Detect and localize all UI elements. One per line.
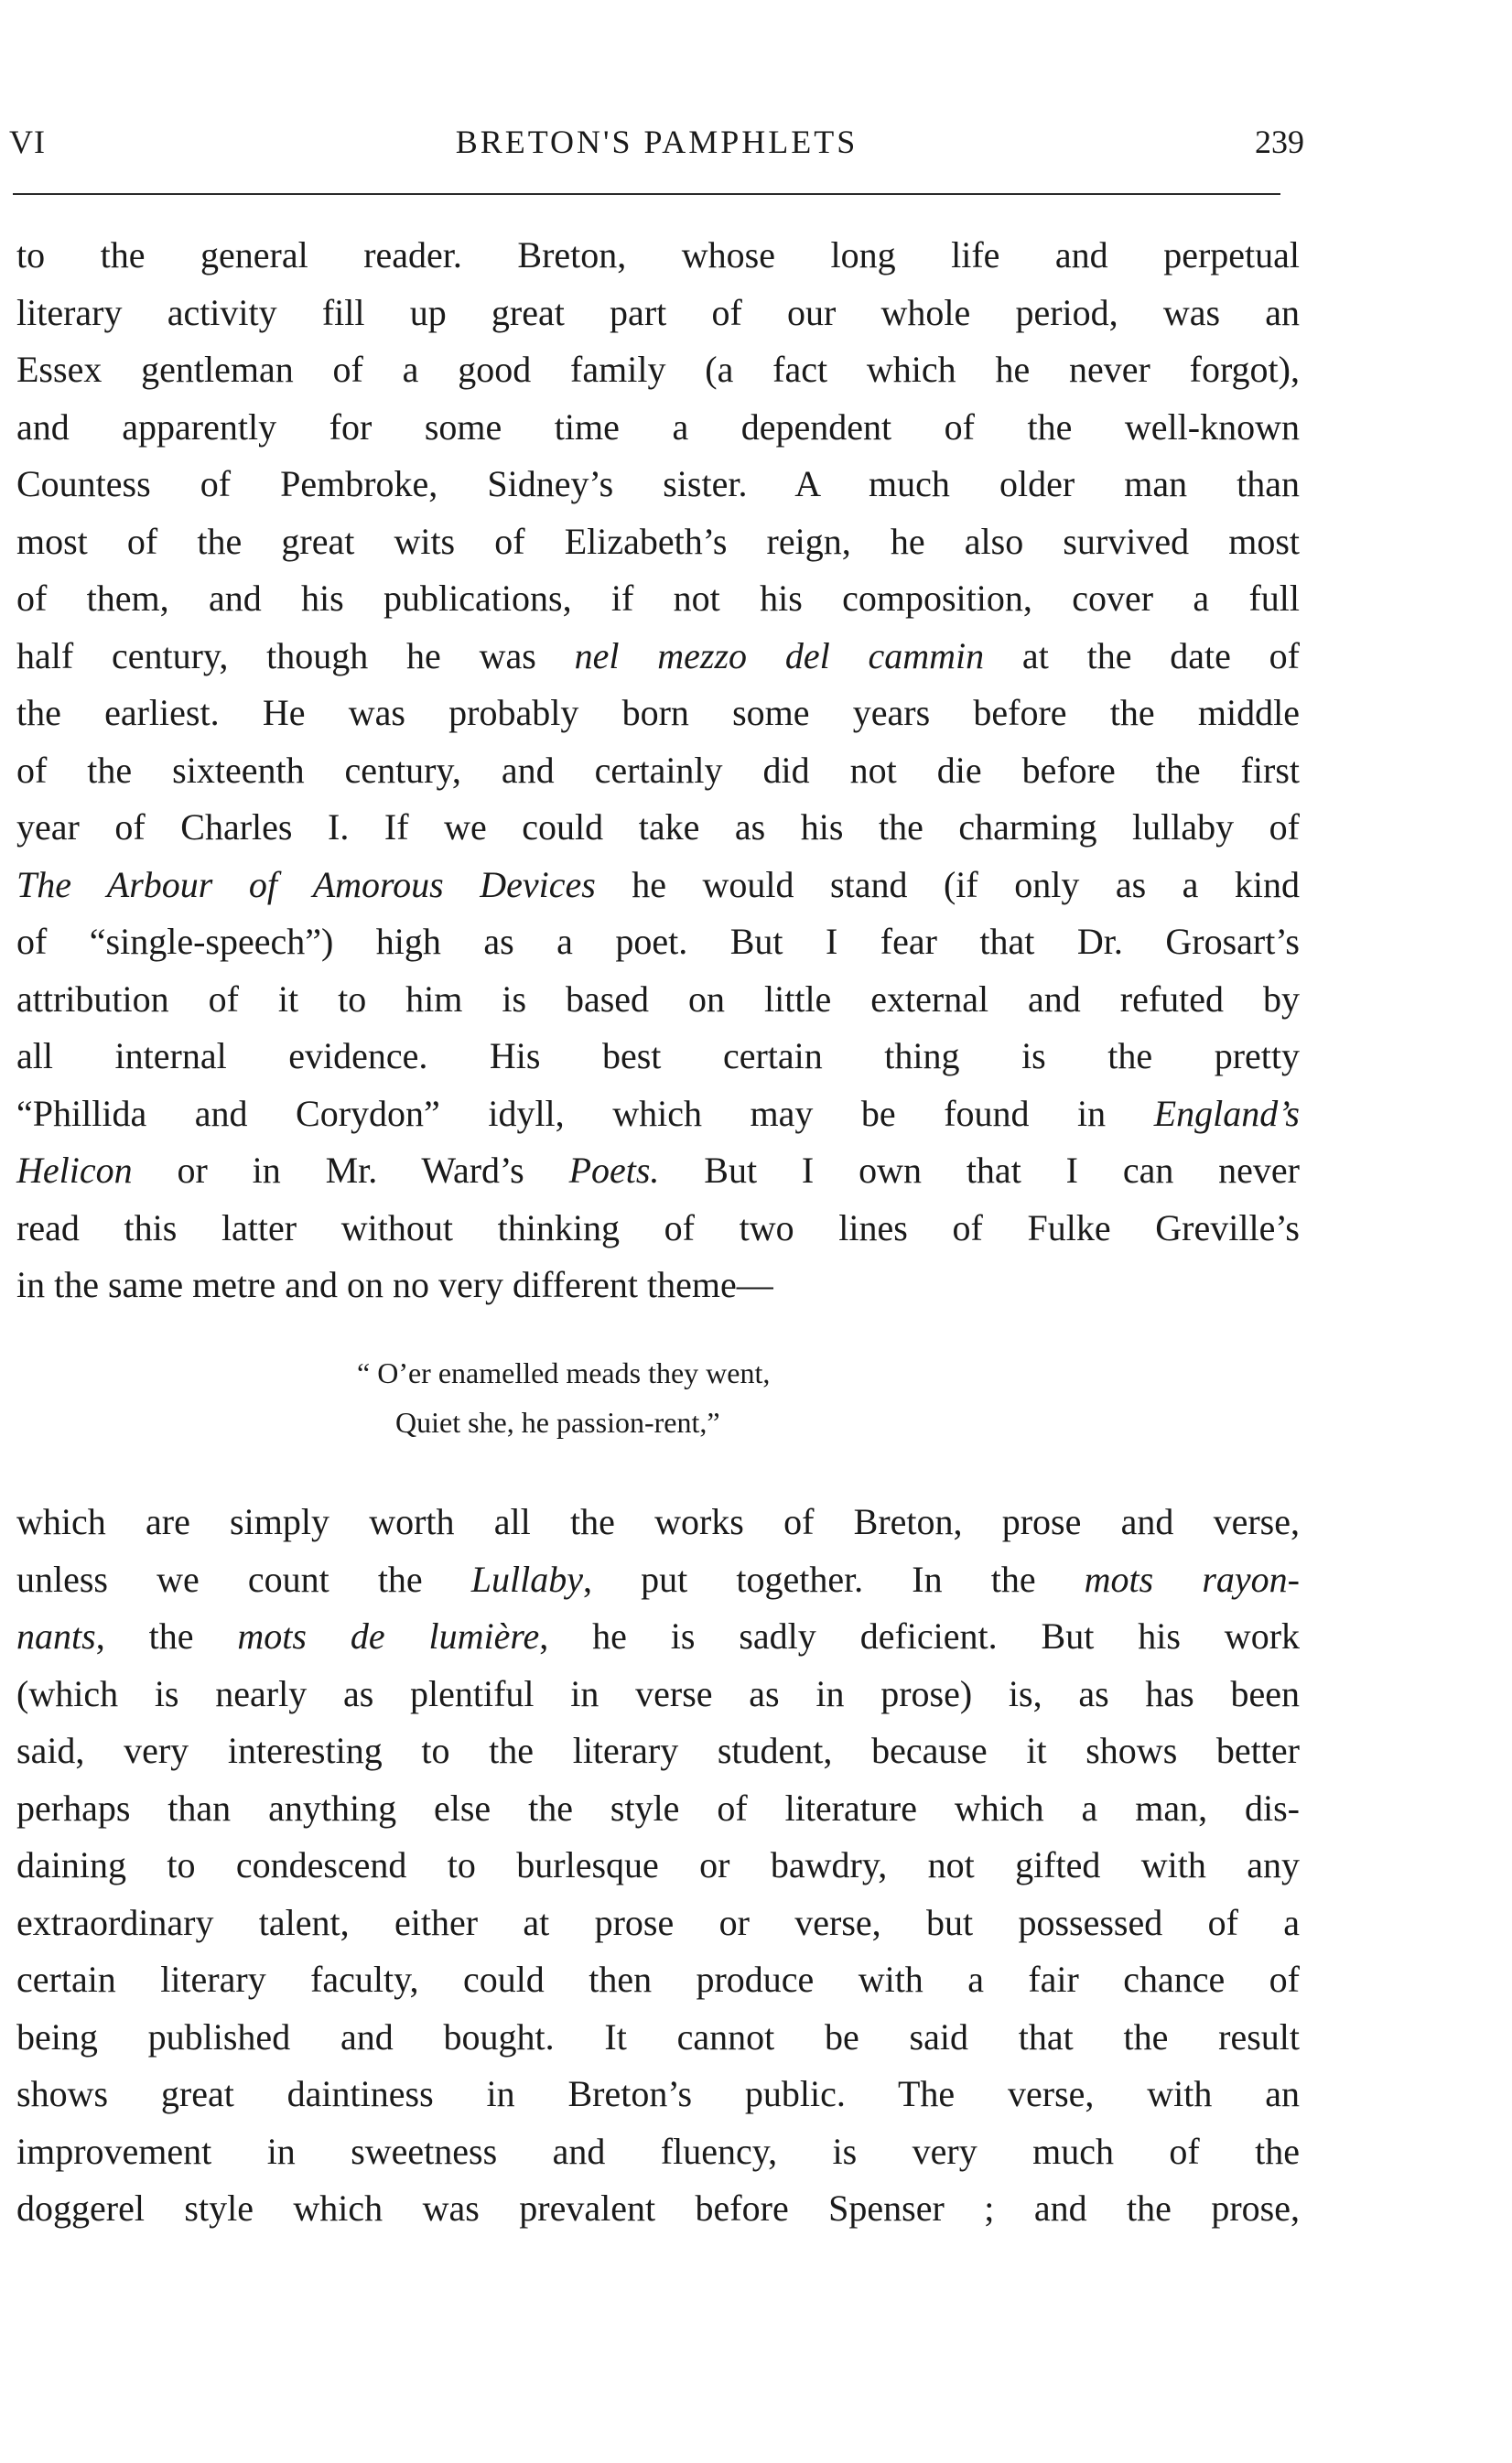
text-line (16, 1780, 1300, 1838)
text-line (16, 341, 1300, 399)
verse-quotation (357, 1348, 770, 1447)
text-line (16, 1551, 1300, 1609)
text-run: or in Mr. Ward’s (132, 1150, 569, 1191)
text-line (16, 227, 1300, 285)
text-run: of the sixteenth century, and certainly did not die before the first (16, 749, 1300, 791)
text-run: of “single-speech”) high as a poet. But I fear that Dr. Grosart’s (16, 921, 1300, 962)
text-run: year of Charles I. If we could take as his the charming lullaby of (16, 806, 1300, 848)
paragraph-1 (16, 227, 1300, 1314)
text-run: (which is nearly as plentiful in verse as in prose) is, as has been (16, 1672, 1300, 1714)
text-line (16, 285, 1300, 342)
text-line (16, 2009, 1300, 2067)
text-run: Essex gentleman of a good family (a fact which he never forgot), (16, 349, 1300, 390)
text-line (16, 2123, 1300, 2181)
italic-text: mots de lumière (237, 1615, 540, 1657)
italic-text: Lullaby (470, 1558, 584, 1600)
text-run: , the (95, 1615, 238, 1657)
paragraph-2 (16, 1494, 1300, 2238)
text-line (16, 1951, 1300, 2009)
text-run: to the general reader. Breton, whose long life and perpetual (16, 234, 1300, 275)
text-run: daining to condescend to burlesque or bawdry, not gifted with any (16, 1844, 1300, 1885)
text-run: certain literary faculty, could then produce with a fair chance of (16, 1959, 1300, 2000)
text-line (16, 685, 1300, 742)
running-title: BRETON'S PAMPHLETS (455, 124, 859, 160)
italic-text: England’s (1153, 1092, 1300, 1134)
text-run: said, very interesting to the literary student, because it shows better (16, 1730, 1300, 1771)
italic-text: mots rayon- (1084, 1558, 1300, 1600)
text-run: shows great daintiness in Breton’s public. The verse, with an (16, 2073, 1300, 2114)
text-run: , he is sadly deficient. But his work (539, 1615, 1301, 1657)
text-run: doggerel style which was prevalent before Spenser ; and the prose, (16, 2188, 1300, 2229)
italic-text: nel mezzo del cammin (574, 634, 985, 676)
italic-text: Helicon (16, 1150, 133, 1191)
italic-text: The Arbour of Amorous Devices (16, 863, 596, 905)
text-run: the earliest. He was probably born some years before the middle (16, 692, 1300, 733)
verse-line-1: “ O’er enamelled meads they went, (357, 1356, 771, 1389)
text-run: But I own that I can never (659, 1150, 1300, 1191)
text-run: unless we count the (16, 1558, 471, 1600)
text-line (16, 857, 1300, 914)
italic-text: nants (16, 1615, 96, 1657)
text-line (16, 1200, 1300, 1258)
text-line (16, 2066, 1300, 2123)
text-line (16, 2180, 1300, 2238)
text-run: literary activity fill up great part of our whole period, was an (16, 291, 1300, 333)
text-run: Countess of Pembroke, Sidney’s sister. A much older man than (16, 463, 1300, 504)
text-line (16, 1086, 1300, 1143)
text-line (16, 1608, 1300, 1666)
text-line (16, 742, 1300, 800)
text-line (16, 399, 1300, 457)
text-run: all internal evidence. His best certain thing is the pretty (16, 1035, 1300, 1076)
page-number: 239 (1255, 124, 1304, 160)
text-line (16, 513, 1300, 571)
text-line (16, 799, 1300, 857)
text-run: most of the great wits of Elizabeth’s reign, he also survived most (16, 520, 1300, 562)
text-run: extraordinary talent, either at prose or verse, but possessed of a (16, 1901, 1300, 1943)
header-rule (13, 193, 1280, 195)
text-line (16, 1257, 1300, 1314)
text-line (16, 1723, 1300, 1780)
text-line (16, 1666, 1300, 1723)
text-line (16, 1494, 1300, 1551)
text-run: of them, and his publications, if not his composition, cover a full (16, 578, 1300, 619)
text-run: attribution of it to him is based on little external and refuted by (16, 978, 1300, 1020)
text-run: perhaps than anything else the style of literature which a man, dis- (16, 1787, 1300, 1829)
running-head (9, 117, 1304, 163)
text-line (16, 1142, 1300, 1200)
text-line (16, 1895, 1300, 1952)
verse-line-2: Quiet she, he passion-rent,” (395, 1406, 720, 1439)
text-line (16, 1028, 1300, 1086)
italic-text: Poets. (568, 1150, 660, 1191)
text-run: half century, though he was (16, 634, 575, 676)
text-run: in the same metre and on no very different theme— (16, 1264, 773, 1305)
text-run: and apparently for some time a dependent of the well-known (16, 405, 1300, 448)
text-run: improvement in sweetness and fluency, is very much of the (16, 2130, 1300, 2172)
text-run: read this latter without thinking of two lines of Fulke Greville’s (16, 1206, 1300, 1248)
text-run: “Phillida and Corydon” idyll, which may be found in (16, 1092, 1154, 1134)
text-line (16, 1837, 1300, 1895)
text-line (16, 628, 1300, 686)
text-run: he would stand (if only as a kind (595, 863, 1300, 905)
text-run: which are simply worth all the works of Breton, prose and verse, (16, 1501, 1300, 1542)
text-run: being published and bought. It cannot be said that the result (16, 2015, 1300, 2058)
text-line (16, 971, 1300, 1029)
text-line (16, 913, 1300, 971)
text-line (16, 456, 1300, 513)
text-line (16, 570, 1300, 628)
text-run: at the date of (984, 634, 1300, 676)
text-run: , put together. In the (583, 1558, 1085, 1600)
section-numeral: VI (9, 124, 46, 160)
